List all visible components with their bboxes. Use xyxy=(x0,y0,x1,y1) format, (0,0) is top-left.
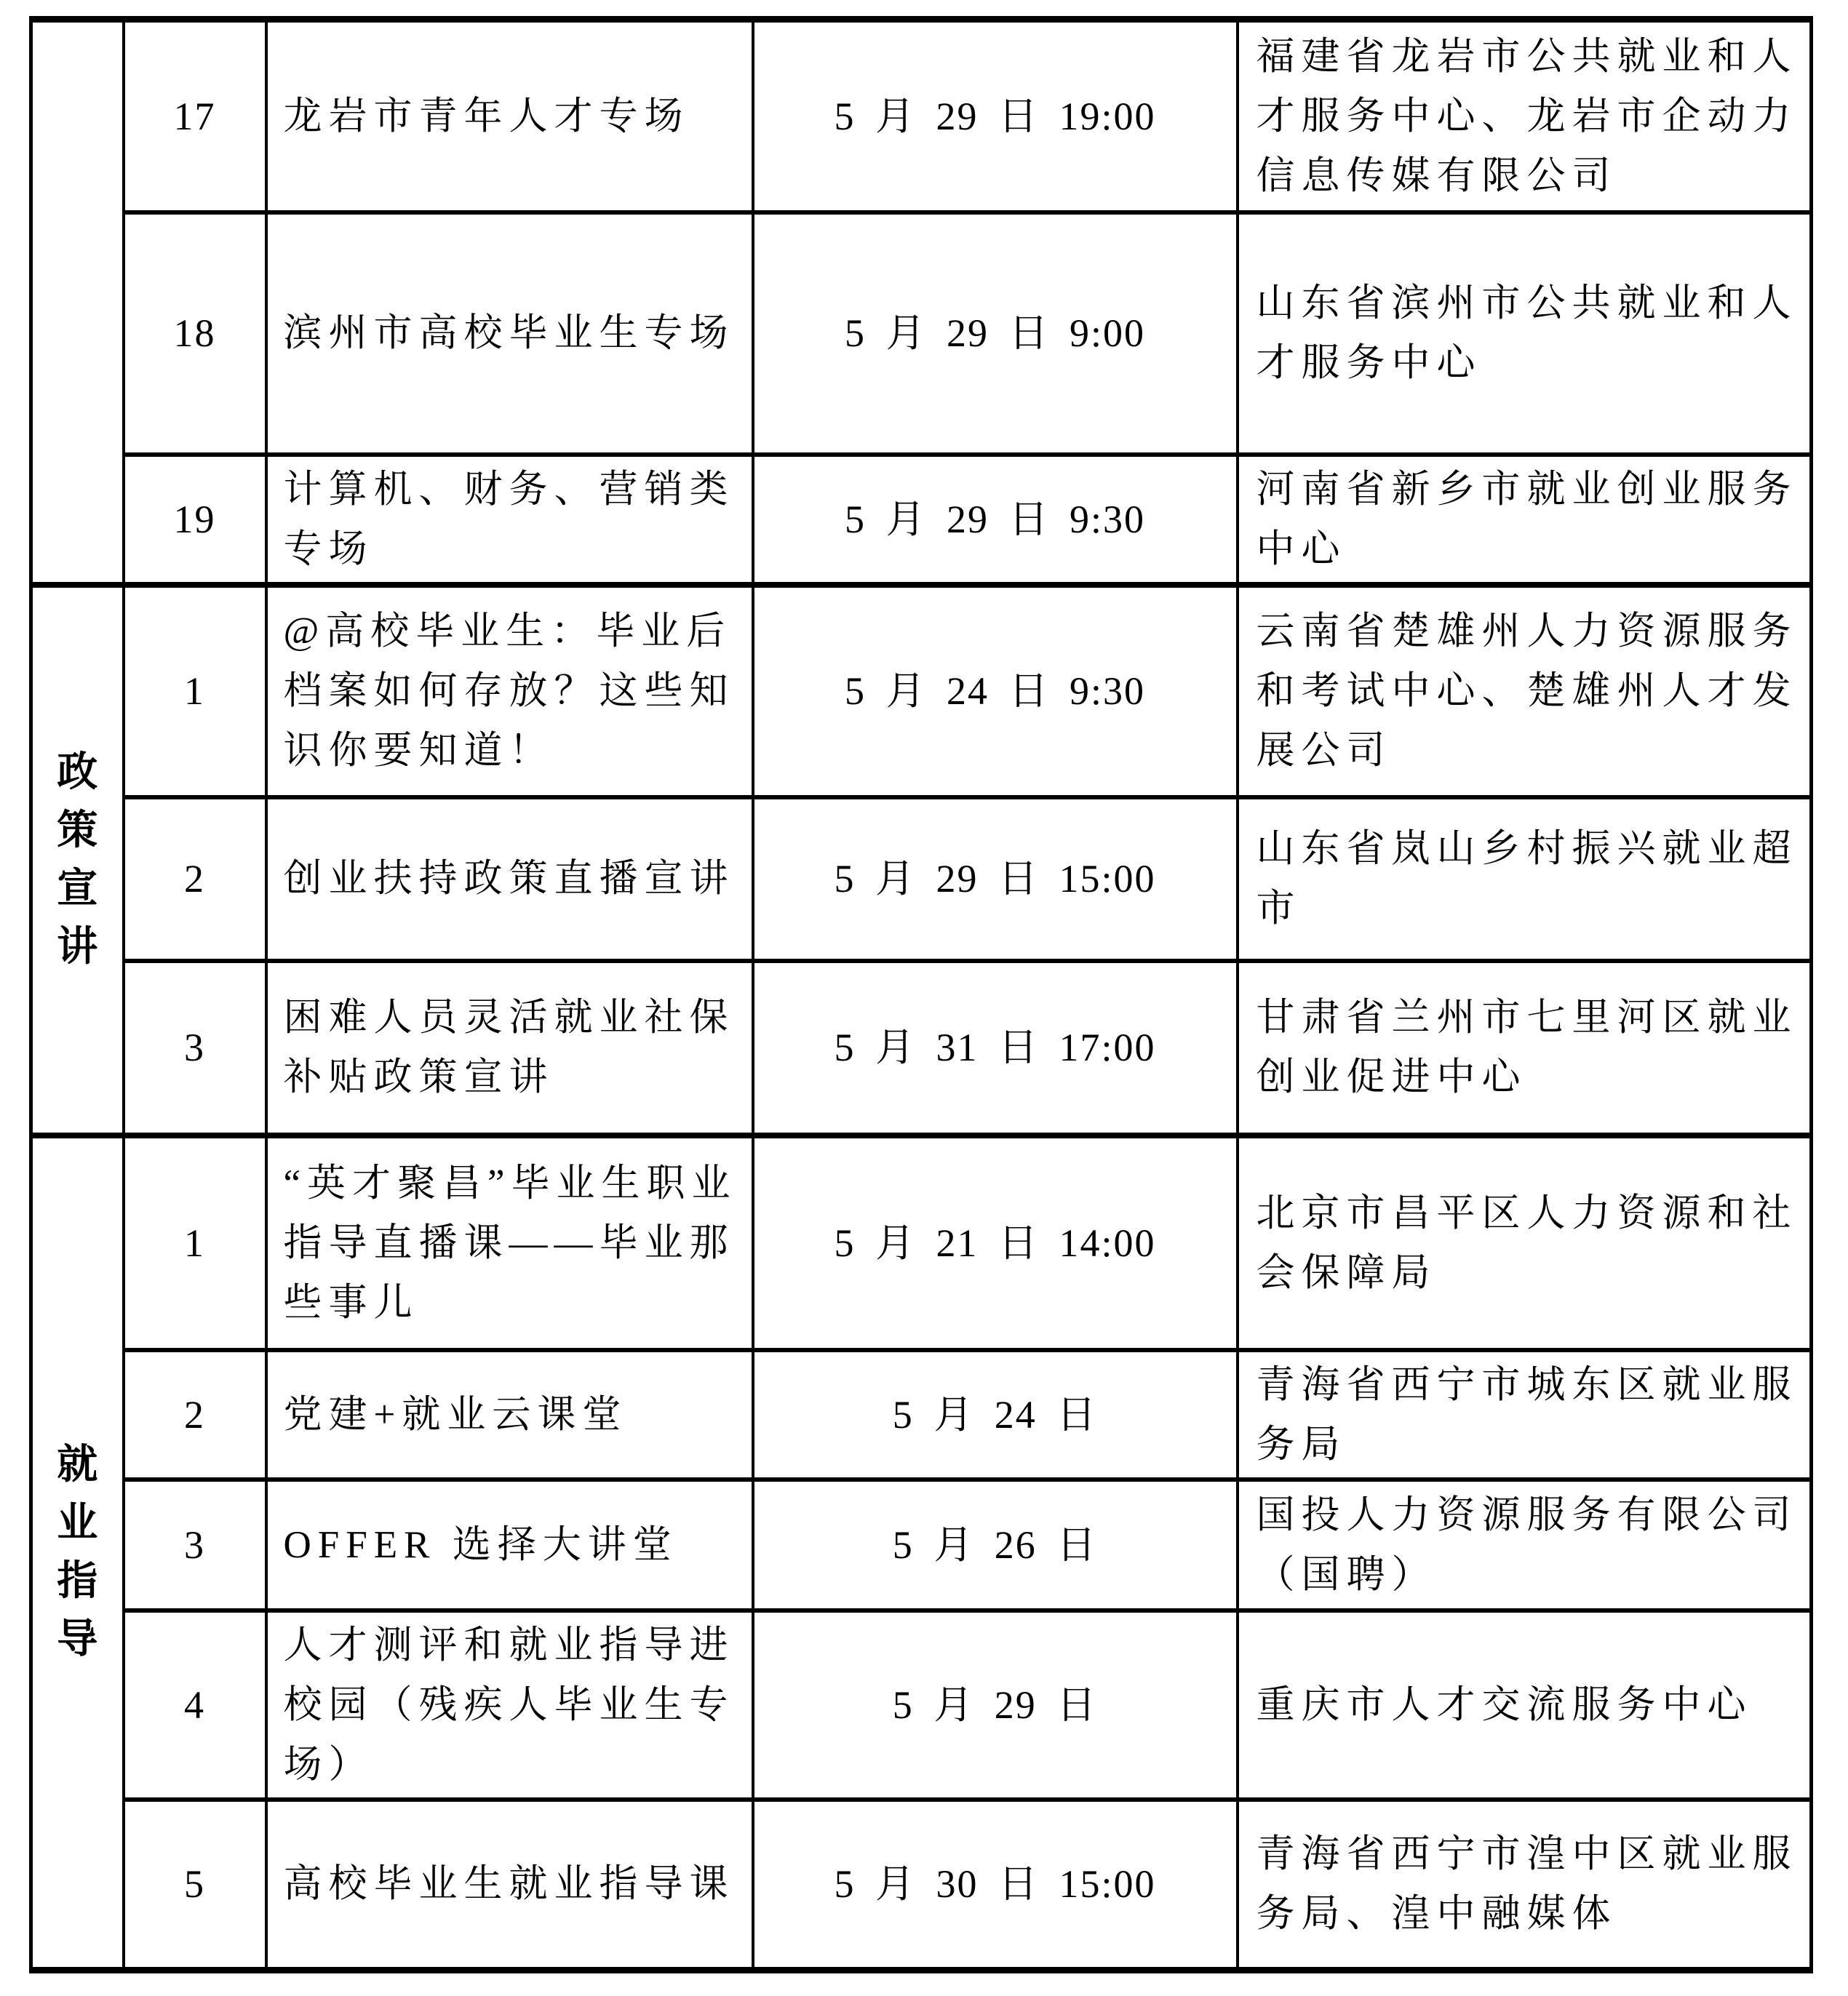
table-row xyxy=(31,455,1812,585)
datetime-cell: 5 月 26 日 xyxy=(753,1480,1238,1610)
organizer-cell: 甘肃省兰州市七里河区就业创业促进中心 xyxy=(1238,961,1812,1135)
index-cell: 4 xyxy=(124,1610,266,1800)
datetime-cell: 5 月 29 日 9:00 xyxy=(753,212,1238,455)
datetime-cell: 5 月 29 日 15:00 xyxy=(753,797,1238,961)
table-row xyxy=(31,20,1812,212)
table-row xyxy=(31,585,1812,797)
event-name-cell: @高校毕业生：毕业后档案如何存放？这些知识你要知道！ xyxy=(266,585,753,797)
table-row xyxy=(31,212,1812,455)
index-cell: 18 xyxy=(124,212,266,455)
datetime-cell: 5 月 29 日 19:00 xyxy=(753,20,1238,212)
category-label: 政策宣讲 xyxy=(57,750,98,970)
index-cell: 2 xyxy=(124,1350,266,1480)
organizer-cell: 山东省滨州市公共就业和人才服务中心 xyxy=(1238,212,1812,455)
datetime-cell: 5 月 30 日 15:00 xyxy=(753,1800,1238,1971)
events-schedule-table xyxy=(29,16,1813,1973)
event-name-cell: “英才聚昌”毕业生职业指导直播课——毕业那些事儿 xyxy=(266,1135,753,1350)
index-cell: 3 xyxy=(124,961,266,1135)
index-cell: 5 xyxy=(124,1800,266,1971)
organizer-cell: 山东省岚山乡村振兴就业超市 xyxy=(1238,797,1812,961)
index-cell: 3 xyxy=(124,1480,266,1610)
category-label: 就业指导 xyxy=(57,1442,98,1663)
datetime-cell: 5 月 31 日 17:00 xyxy=(753,961,1238,1135)
datetime-cell: 5 月 29 日 9:30 xyxy=(753,455,1238,585)
datetime-cell: 5 月 24 日 xyxy=(753,1350,1238,1480)
event-name-cell: 人才测评和就业指导进校园（残疾人毕业生专场） xyxy=(266,1610,753,1800)
table-row xyxy=(31,1610,1812,1800)
category-cell-blank xyxy=(31,20,124,585)
index-cell: 17 xyxy=(124,20,266,212)
event-name-cell: 高校毕业生就业指导课 xyxy=(266,1800,753,1971)
organizer-cell: 福建省龙岩市公共就业和人才服务中心、龙岩市企动力信息传媒有限公司 xyxy=(1238,20,1812,212)
table-row xyxy=(31,1350,1812,1480)
category-cell-guidance xyxy=(31,1135,124,1971)
category-cell-policy xyxy=(31,585,124,1135)
organizer-cell: 青海省西宁市城东区就业服务局 xyxy=(1238,1350,1812,1480)
organizer-cell: 国投人力资源服务有限公司（国聘） xyxy=(1238,1480,1812,1610)
organizer-cell: 重庆市人才交流服务中心 xyxy=(1238,1610,1812,1800)
datetime-cell: 5 月 29 日 xyxy=(753,1610,1238,1800)
datetime-cell: 5 月 21 日 14:00 xyxy=(753,1135,1238,1350)
organizer-cell: 北京市昌平区人力资源和社会保障局 xyxy=(1238,1135,1812,1350)
datetime-cell: 5 月 24 日 9:30 xyxy=(753,585,1238,797)
event-name-cell: OFFER 选择大讲堂 xyxy=(266,1480,753,1610)
table-row xyxy=(31,1800,1812,1971)
table-row xyxy=(31,1135,1812,1350)
table-row xyxy=(31,797,1812,961)
event-name-cell: 困难人员灵活就业社保补贴政策宣讲 xyxy=(266,961,753,1135)
organizer-cell: 青海省西宁市湟中区就业服务局、湟中融媒体 xyxy=(1238,1800,1812,1971)
organizer-cell: 云南省楚雄州人力资源服务和考试中心、楚雄州人才发展公司 xyxy=(1238,585,1812,797)
index-cell: 1 xyxy=(124,1135,266,1350)
event-name-cell: 滨州市高校毕业生专场 xyxy=(266,212,753,455)
index-cell: 19 xyxy=(124,455,266,585)
event-name-cell: 党建+就业云课堂 xyxy=(266,1350,753,1480)
index-cell: 1 xyxy=(124,585,266,797)
organizer-cell: 河南省新乡市就业创业服务中心 xyxy=(1238,455,1812,585)
table-row xyxy=(31,1480,1812,1610)
event-name-cell: 计算机、财务、营销类专场 xyxy=(266,455,753,585)
event-name-cell: 龙岩市青年人才专场 xyxy=(266,20,753,212)
table-row xyxy=(31,961,1812,1135)
event-name-cell: 创业扶持政策直播宣讲 xyxy=(266,797,753,961)
index-cell: 2 xyxy=(124,797,266,961)
